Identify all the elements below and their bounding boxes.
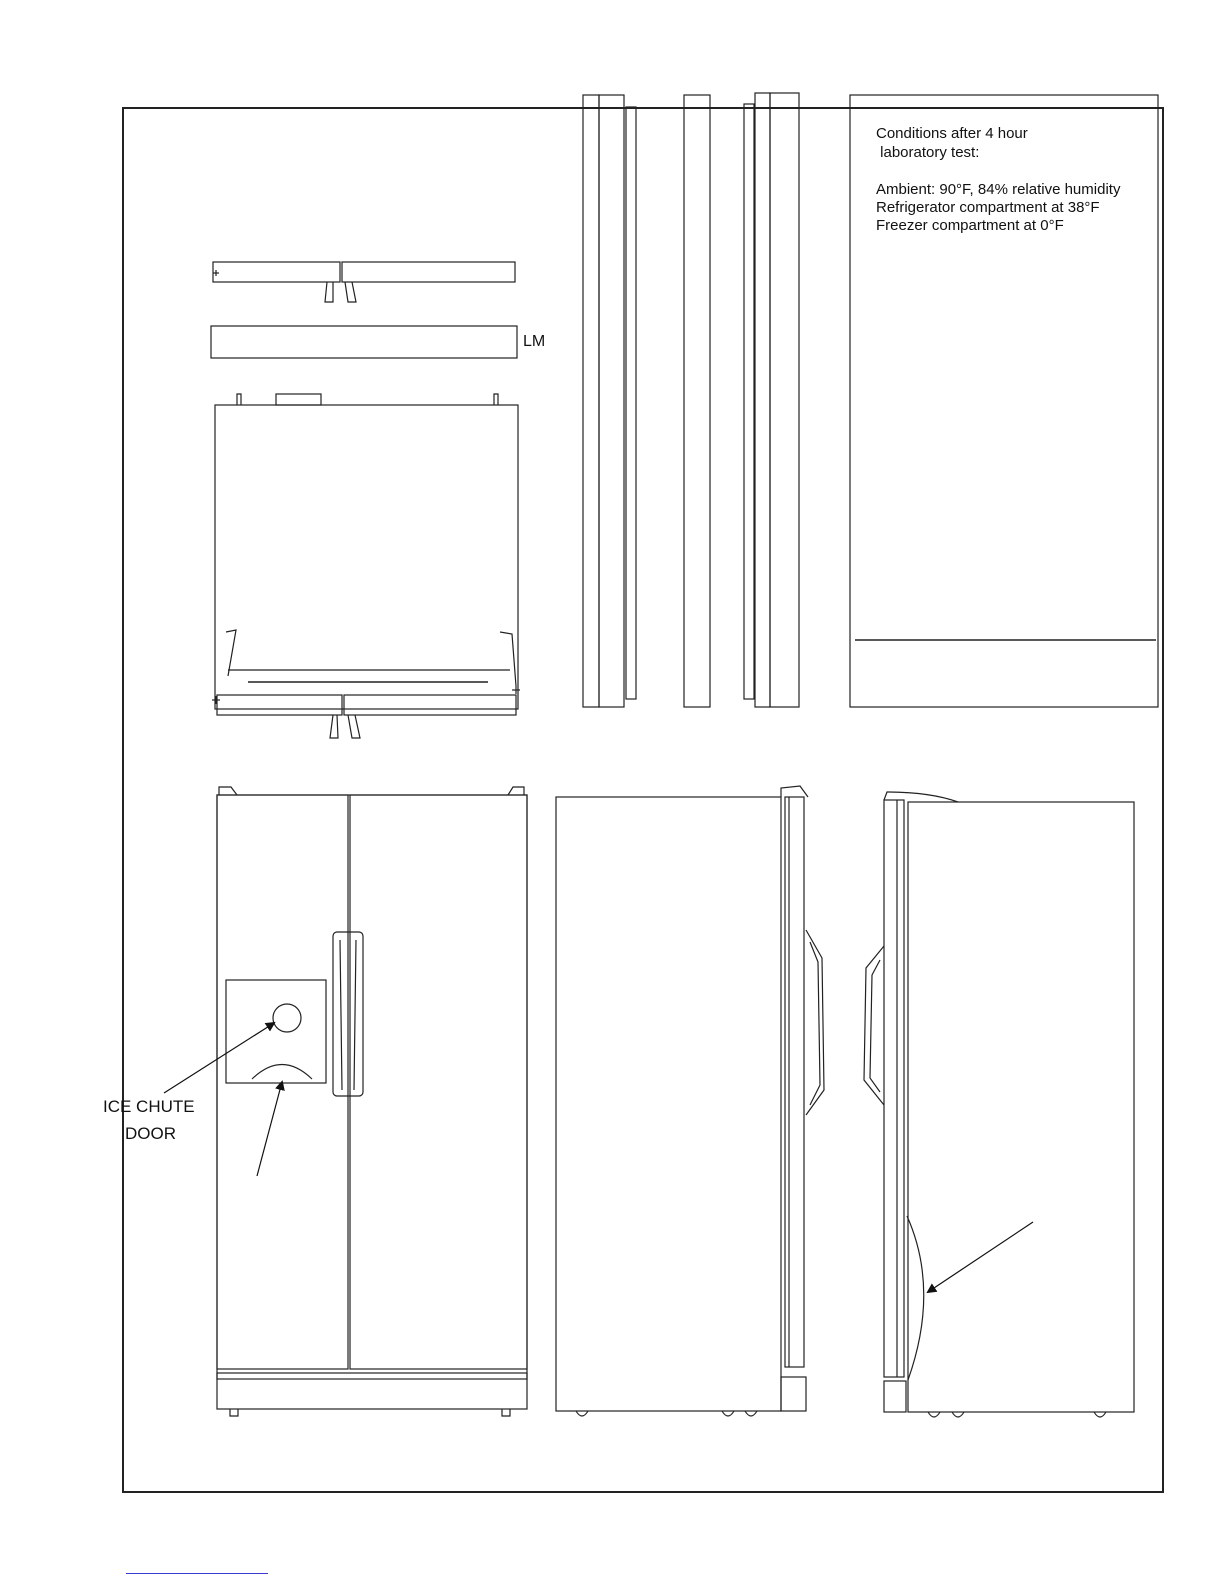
vertical-bar-parts [583,93,799,707]
conditions-freezer: Freezer compartment at 0°F [876,217,1064,234]
top-plan-view [212,394,520,738]
ice-chute-label-line1: ICE CHUTE [103,1097,195,1116]
ice-chute-arrow-lower [257,1082,282,1176]
side-view-a [556,786,824,1416]
footer-link-underline[interactable] [126,1573,268,1574]
lm-label: LM [523,333,546,350]
front-view [217,787,527,1416]
side-callout-arrow [928,1222,1033,1292]
ice-chute-label-line2: DOOR [125,1124,176,1143]
conditions-ambient: Ambient: 90°F, 84% relative humidity [876,181,1121,198]
conditions-refrigerator: Refrigerator compartment at 38°F [876,199,1100,216]
conditions-title-line2: laboratory test: [876,144,980,161]
lm-part [211,326,517,358]
outer-frame [123,108,1163,1492]
conditions-title-line1: Conditions after 4 hour [876,125,1028,142]
side-view-b [864,792,1134,1417]
top-view-split [213,262,515,302]
